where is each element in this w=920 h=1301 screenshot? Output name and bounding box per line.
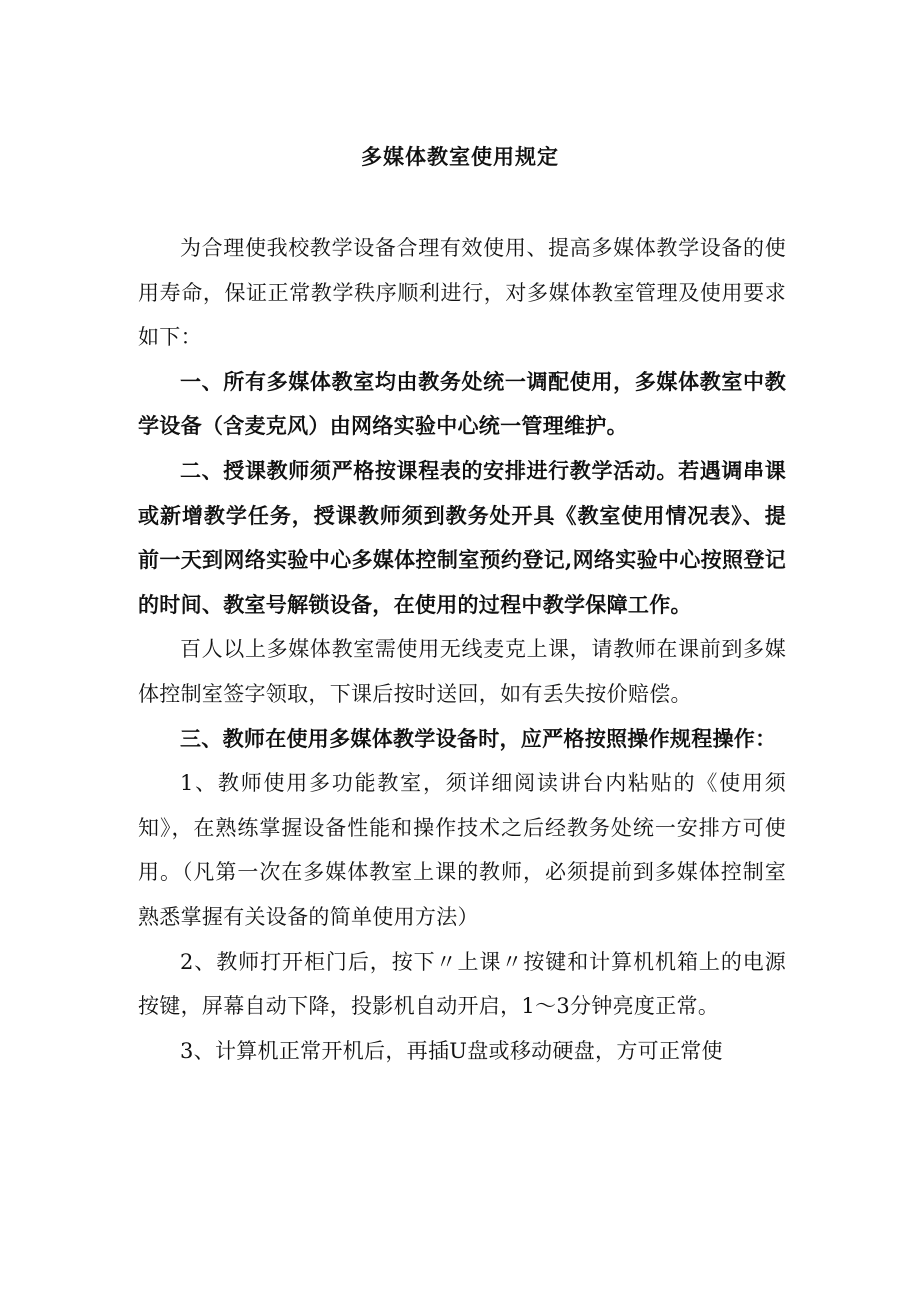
paragraph-microphone: 百人以上多媒体教室需使用无线麦克上课，请教师在课前到多媒体控制室签字领取，下课后按时送回，如有丢失按价赔偿。 [138, 637, 786, 706]
paragraph-item-2: 2、教师打开柜门后，按下〃上课〃按键和计算机机箱上的电源按键，屏幕自动下降，投影机自动开启，1～3分钟亮度正常。 [138, 949, 786, 1019]
document-title: 多媒体教室使用规定 [361, 144, 559, 169]
paragraph-rule-3: 三、教师在使用多媒体教学设备时，应严格按照操作规程操作： [180, 725, 777, 751]
paragraph-item-3: 3、计算机正常开机后，再插U盘或移动硬盘，方可正常使 [180, 1038, 723, 1063]
paragraph-rule-2: 二、授课教师须严格按课程表的安排进行教学活动。若遇调串课或新增教学任务，授课教师须到教务处开具《教室使用情况表》、提前一天到网络实验中心多媒体控制室预约登记,网络实验中心按照登记的时间、教室号解锁设备，在使用的过程中教学保障工作。 [138, 457, 786, 617]
paragraph-rule-1: 一、所有多媒体教室均由教务处统一调配使用，多媒体教室中教学设备（含麦克风）由网络实验中心统一管理维护。 [138, 368, 786, 439]
document-body [138, 226, 786, 1073]
paragraph-item-1: 1、教师使用多功能教室，须详细阅读讲台内粘贴的《使用须知》，在熟练掌握设备性能和操作技术之后经教务处统一安排方可使用。（凡第一次在多媒体教室上课的教师，必须提前到多媒体控制室熟悉掌握有关设备的简单使用方法） [138, 771, 786, 929]
paragraph-intro: 为合理使我校教学设备合理有效使用、提高多媒体教学设备的使用寿命，保证正常教学秩序顺利进行，对多媒体教室管理及使用要求如下： [138, 236, 786, 350]
